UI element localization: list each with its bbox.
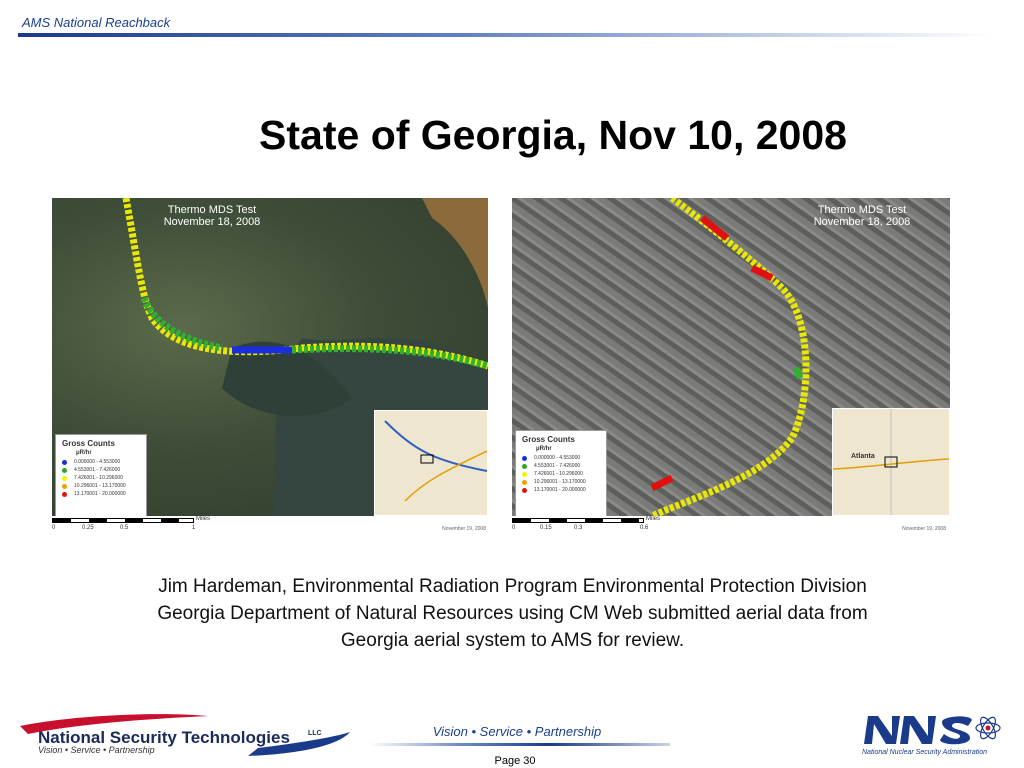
nnsa-logo <box>862 712 1004 760</box>
footer-slogan: Vision • Service • Partnership <box>432 724 602 739</box>
nnsa-name: National Nuclear Security Administration <box>862 749 988 756</box>
header-divider <box>18 33 993 37</box>
map-right-imagery <box>512 198 950 516</box>
slide-title: State of Georgia, Nov 10, 2008 <box>259 112 847 158</box>
body-line-3: Georgia aerial system to AMS for review. <box>340 630 685 651</box>
legend-unit: μR/hr <box>76 450 92 456</box>
map-left-caption-line1: Thermo MDS Test <box>167 204 257 216</box>
map-right-inset <box>832 408 950 516</box>
legend-title: Gross Counts <box>522 435 575 444</box>
legend-item: 0.000000 - 4.553000 <box>522 455 600 461</box>
legend-item: 13.170001 - 20.000000 <box>522 487 600 493</box>
map-left-legend <box>55 434 147 516</box>
legend-item: 10.296001 - 13.170000 <box>62 483 140 489</box>
page-number: Page 30 <box>494 755 536 767</box>
body-paragraph <box>60 573 965 654</box>
company-suffix: LLC <box>308 730 322 737</box>
map-right-caption-line2: November 18, 2008 <box>813 216 911 228</box>
inset-label: Atlanta <box>851 453 875 460</box>
footer-divider <box>370 743 670 746</box>
map-right: Thermo MDS Test November 18, 2008 Gross Counts μR/hr 0.000000 - 4.553000 4.553001 - 7.426000 7.426001 - 10.296000 10.296001 - 13.170000 13.170001 - 20.000000 Atlanta Miles 0 0.15 0.3 0.6 November 19, 2008 <box>512 186 962 542</box>
company-tagline: Vision • Service • Partnership <box>38 745 155 755</box>
map-left-inset <box>374 410 488 516</box>
legend-item: 4.553001 - 7.426000 <box>522 463 600 469</box>
map-right-legend <box>515 430 607 516</box>
body-line-2: Georgia Department of Natural Resources using CM Web submitted aerial data from <box>157 603 868 624</box>
legend-unit: μR/hr <box>536 446 552 452</box>
map-left-date-note: November 19, 2008 <box>442 526 486 532</box>
nstec-logo <box>18 712 358 760</box>
legend-item: 10.296001 - 13.170000 <box>522 479 600 485</box>
company-name: National Security Technologies <box>38 728 290 747</box>
legend-item: 13.170001 - 20.000000 <box>62 491 140 497</box>
legend-item: 7.426001 - 10.296000 <box>522 471 600 477</box>
map-right-caption-line1: Thermo MDS Test <box>817 204 907 216</box>
body-line-1: Jim Hardeman, Environmental Radiation Program Environmental Protection Division <box>158 576 867 597</box>
legend-item: 0.000000 - 4.553000 <box>62 459 140 465</box>
map-right-date-note: November 19, 2008 <box>902 526 946 532</box>
map-left-caption-line2: November 18, 2008 <box>163 216 261 228</box>
legend-title: Gross Counts <box>62 439 115 448</box>
map-left-imagery <box>52 198 488 516</box>
map-left: Thermo MDS Test November 18, 2008 Gross Counts μR/hr 0.000000 - 4.553000 4.553001 - 7.426000 7.426001 - 10.296000 10.296001 - 13.170000 13.170001 - 20.000000 Miles 0 0.25 0.5 1 November 19, 2008 <box>52 186 488 542</box>
header-title: AMS National Reachback <box>22 15 171 30</box>
legend-item: 7.426001 - 10.296000 <box>62 475 140 481</box>
legend-item: 4.553001 - 7.426000 <box>62 467 140 473</box>
nnsa-mark <box>862 712 1004 748</box>
